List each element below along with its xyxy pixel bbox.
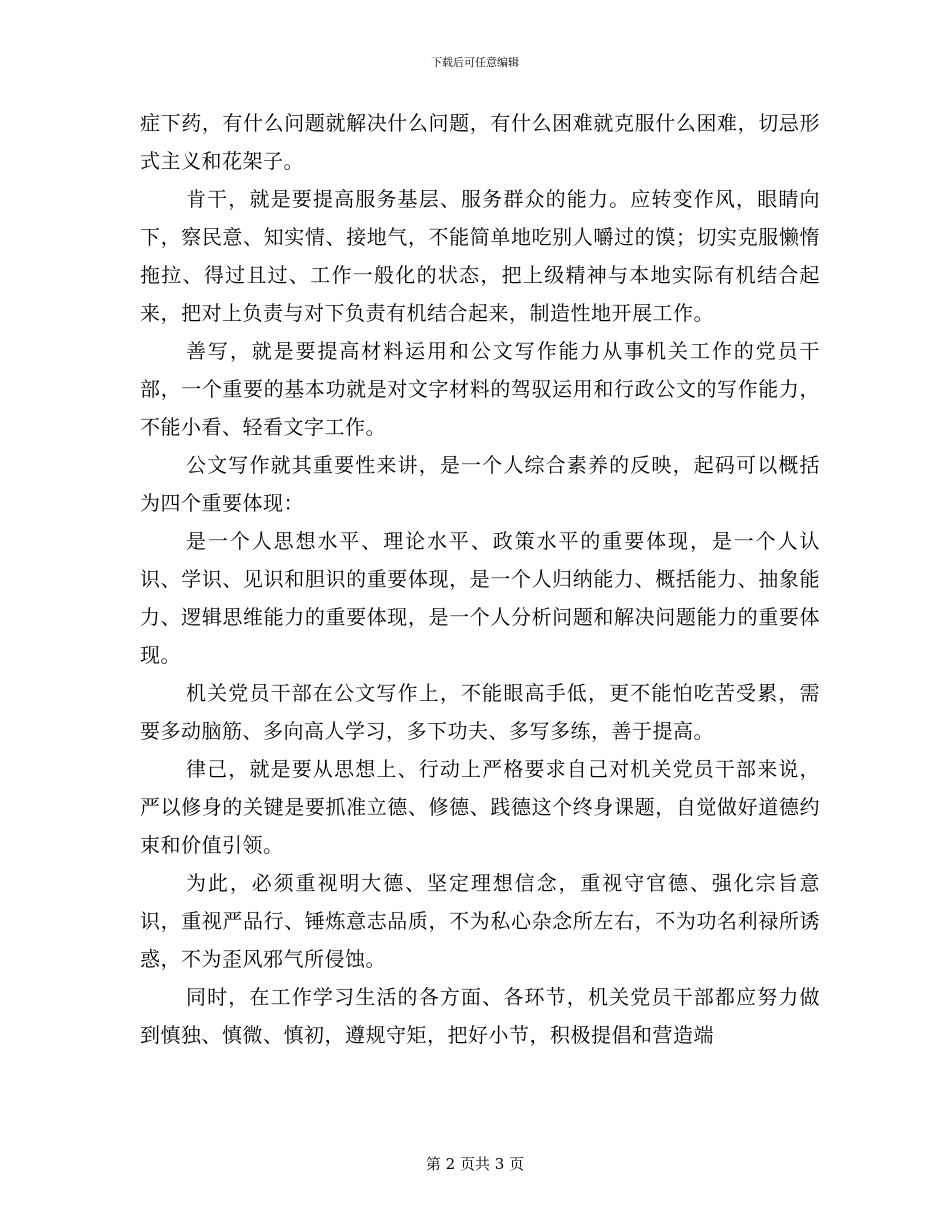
paragraph-writing-practice: 机关党员干部在公文写作上，不能眼高手低，更不能怕吃苦受累，需要多动脑筋、多向高人学习，多下功夫、多写多练，善于提高。 — [140, 681, 820, 743]
paragraph-tongshi: 同时，在工作学习生活的各方面、各环节，机关党员干部都应努力做到慎独、慎微、慎初，遵规守矩，把好小节，积极提倡和营造端 — [140, 985, 820, 1047]
paragraph-lvji: 律己，就是要从思想上、行动上严格要求自己对机关党员干部来说，严以修身的关键是要抓准立德、修德、践德这个终身课题，自觉做好道德约束和价值引领。 — [140, 757, 820, 857]
page-header: 下载后可任意编辑 — [431, 56, 519, 69]
paragraph-kengan: 肯干，就是要提高服务基层、服务群众的能力。应转变作风，眼睛向下，察民意、知实情、接地气，不能简单地吃别人嚼过的馍；切实克服懒惰拖拉、得过且过、工作一般化的状态，把上级精神与本地实际有机结合起来，把对上负责与对下负责有机结合起来，制造性地开展工作。 — [140, 187, 820, 325]
page-number-footer: 第 2 页共 3 页 — [425, 1155, 525, 1173]
paragraph-continuation: 症下药，有什么问题就解决什么问题，有什么困难就克服什么困难，切忌形式主义和花架子。 — [140, 111, 820, 173]
paragraph-four-embodiments: 是一个人思想水平、理论水平、政策水平的重要体现，是一个人认识、学识、见识和胆识的重要体现，是一个人归纳能力、概括能力、抽象能力、逻辑思维能力的重要体现，是一个人分析问题和解决问题能力的重要体现。 — [140, 529, 820, 667]
paragraph-gongwen-importance: 公文写作就其重要性来讲，是一个人综合素养的反映，起码可以概括为四个重要体现： — [140, 453, 820, 515]
document-body — [140, 104, 820, 1054]
paragraph-weici: 为此，必须重视明大德、坚定理想信念，重视守官德、强化宗旨意识，重视严品行、锤炼意志品质，不为私心杂念所左右，不为功名利禄所诱惑，不为歪风邪气所侵蚀。 — [140, 871, 820, 971]
paragraph-shanxie: 善写，就是要提高材料运用和公文写作能力从事机关工作的党员干部，一个重要的基本功就是对文字材料的驾驭运用和行政公文的写作能力，不能小看、轻看文字工作。 — [140, 339, 820, 439]
